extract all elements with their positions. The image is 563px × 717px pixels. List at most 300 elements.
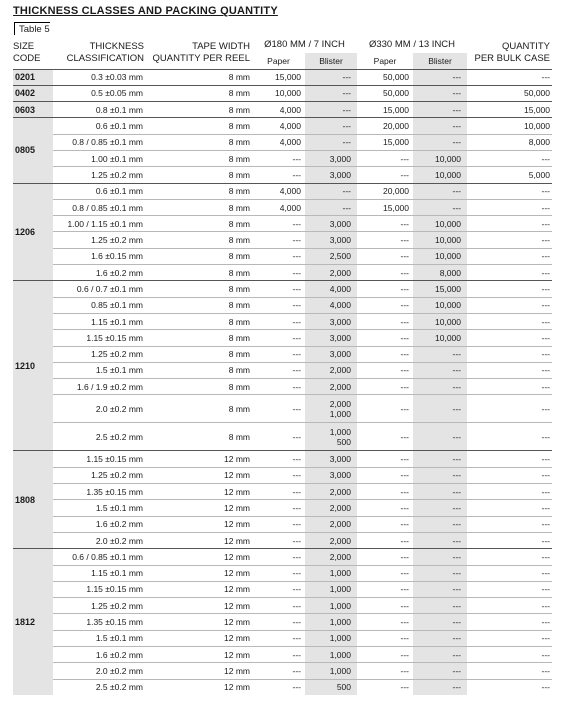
tape-width-cell: 8 mm xyxy=(146,423,252,451)
tape-width-cell: 12 mm xyxy=(146,679,252,695)
tape-width-cell: 8 mm xyxy=(146,216,252,232)
paper-180-cell: --- xyxy=(252,565,305,581)
bulk-quantity-cell: --- xyxy=(467,467,552,483)
bulk-quantity-cell: --- xyxy=(467,647,552,663)
table-row xyxy=(13,199,552,215)
paper-180-cell: --- xyxy=(252,362,305,378)
bulk-quantity-cell: --- xyxy=(467,630,552,646)
blister-180-cell: 3,000 xyxy=(305,167,357,183)
paper-180-cell: --- xyxy=(252,395,305,423)
table-row xyxy=(13,484,552,500)
paper-180-cell: --- xyxy=(252,313,305,329)
blister-330-cell: --- xyxy=(413,118,467,134)
blister-330-cell: --- xyxy=(413,565,467,581)
paper-180-cell: --- xyxy=(252,679,305,695)
paper-330-cell: --- xyxy=(357,346,413,362)
paper-180-cell: --- xyxy=(252,516,305,532)
table-row xyxy=(13,297,552,313)
table-row xyxy=(13,69,552,85)
paper-330-cell: 15,000 xyxy=(357,134,413,150)
bulk-quantity-cell: --- xyxy=(467,549,552,565)
blister-330-cell: --- xyxy=(413,199,467,215)
bulk-quantity-cell: --- xyxy=(467,484,552,500)
blister-330-cell: --- xyxy=(413,423,467,451)
tape-width-cell: 8 mm xyxy=(146,150,252,166)
paper-330-cell: --- xyxy=(357,330,413,346)
header-reel-180: Ø180 MM / 7 INCH xyxy=(264,39,345,50)
blister-180-cell: 3,000 xyxy=(305,232,357,248)
blister-330-cell: 10,000 xyxy=(413,313,467,329)
blister-180-cell: 2,000 xyxy=(305,265,357,281)
bulk-quantity-cell: --- xyxy=(467,614,552,630)
blister-330-cell: 10,000 xyxy=(413,330,467,346)
table-label: Table 5 xyxy=(14,22,50,35)
table-row xyxy=(13,102,552,118)
paper-330-cell: 20,000 xyxy=(357,183,413,199)
paper-330-cell: --- xyxy=(357,216,413,232)
paper-180-cell: --- xyxy=(252,167,305,183)
thickness-cell: 1.6 ±0.2 mm xyxy=(53,647,146,663)
paper-180-cell: --- xyxy=(252,346,305,362)
bulk-quantity-cell: --- xyxy=(467,248,552,264)
paper-180-cell: 4,000 xyxy=(252,102,305,118)
size-code-cell: 0201 xyxy=(13,69,53,85)
table-body xyxy=(13,69,552,695)
paper-330-cell: 15,000 xyxy=(357,199,413,215)
paper-330-cell: 50,000 xyxy=(357,69,413,85)
tape-width-cell: 12 mm xyxy=(146,614,252,630)
paper-180-cell: --- xyxy=(252,581,305,597)
bulk-quantity-cell: --- xyxy=(467,581,552,597)
thickness-cell: 1.5 ±0.1 mm xyxy=(53,500,146,516)
blister-180-cell: --- xyxy=(305,118,357,134)
tape-width-cell: 12 mm xyxy=(146,500,252,516)
paper-330-cell: --- xyxy=(357,248,413,264)
paper-330-cell: --- xyxy=(357,581,413,597)
tape-width-cell: 8 mm xyxy=(146,330,252,346)
blister-330-cell: --- xyxy=(413,134,467,150)
bulk-quantity-cell: --- xyxy=(467,379,552,395)
bulk-quantity-cell: --- xyxy=(467,297,552,313)
table-row xyxy=(13,395,552,423)
blister-180-cell: 500 xyxy=(305,679,357,695)
paper-330-cell: --- xyxy=(357,297,413,313)
paper-330-cell: --- xyxy=(357,598,413,614)
blister-330-cell: --- xyxy=(413,630,467,646)
tape-width-cell: 8 mm xyxy=(146,183,252,199)
bulk-quantity-cell: --- xyxy=(467,395,552,423)
blister-330-cell: 8,000 xyxy=(413,265,467,281)
thickness-cell: 0.85 ±0.1 mm xyxy=(53,297,146,313)
table-row xyxy=(13,118,552,134)
table-row xyxy=(13,467,552,483)
paper-180-cell: --- xyxy=(252,451,305,467)
tape-width-cell: 12 mm xyxy=(146,565,252,581)
page-title: THICKNESS CLASSES AND PACKING QUANTITY xyxy=(13,5,278,17)
size-code-cell: 0402 xyxy=(13,85,53,101)
tape-width-cell: 8 mm xyxy=(146,134,252,150)
thickness-cell: 1.15 ±0.15 mm xyxy=(53,581,146,597)
paper-330-cell: --- xyxy=(357,150,413,166)
packing-table xyxy=(13,37,552,695)
thickness-cell: 1.5 ±0.1 mm xyxy=(53,630,146,646)
table-row xyxy=(13,647,552,663)
blister-180-cell: 4,000 xyxy=(305,281,357,297)
size-code-cell: 1808 xyxy=(13,451,53,549)
paper-180-cell: --- xyxy=(252,598,305,614)
paper-330-cell: --- xyxy=(357,484,413,500)
blister-180-cell: 3,000 xyxy=(305,313,357,329)
paper-330-cell: 15,000 xyxy=(357,102,413,118)
thickness-cell: 0.8 / 0.85 ±0.1 mm xyxy=(53,199,146,215)
header-blister-180: Blister xyxy=(305,53,357,69)
paper-180-cell: --- xyxy=(252,614,305,630)
thickness-cell: 1.25 ±0.2 mm xyxy=(53,346,146,362)
paper-180-cell: --- xyxy=(252,549,305,565)
paper-180-cell: --- xyxy=(252,297,305,313)
blister-180-cell: --- xyxy=(305,102,357,118)
table-row xyxy=(13,549,552,565)
header-size-code: SIZE CODE xyxy=(13,40,41,64)
table-row xyxy=(13,581,552,597)
table-row xyxy=(13,565,552,581)
paper-330-cell: --- xyxy=(357,281,413,297)
blister-330-cell: --- xyxy=(413,500,467,516)
blister-180-cell: 3,000 xyxy=(305,216,357,232)
table-row xyxy=(13,362,552,378)
blister-330-cell: 10,000 xyxy=(413,297,467,313)
blister-180-cell: 2,000 xyxy=(305,362,357,378)
paper-180-cell: --- xyxy=(252,647,305,663)
thickness-cell: 2.0 ±0.2 mm xyxy=(53,663,146,679)
table-row xyxy=(13,516,552,532)
blister-180-cell: 2,000 xyxy=(305,484,357,500)
paper-330-cell: --- xyxy=(357,500,413,516)
blister-330-cell: --- xyxy=(413,484,467,500)
paper-330-cell: --- xyxy=(357,549,413,565)
tape-width-cell: 8 mm xyxy=(146,395,252,423)
blister-330-cell: --- xyxy=(413,549,467,565)
header-paper-180: Paper xyxy=(267,55,290,66)
paper-330-cell: --- xyxy=(357,313,413,329)
bulk-quantity-cell: 10,000 xyxy=(467,118,552,134)
blister-330-cell: 10,000 xyxy=(413,248,467,264)
paper-180-cell: --- xyxy=(252,265,305,281)
paper-180-cell: --- xyxy=(252,484,305,500)
bulk-quantity-cell: --- xyxy=(467,150,552,166)
blister-180-cell: 2,000 xyxy=(305,500,357,516)
blister-330-cell: --- xyxy=(413,451,467,467)
bulk-quantity-cell: --- xyxy=(467,281,552,297)
bulk-quantity-cell: --- xyxy=(467,565,552,581)
thickness-cell: 1.25 ±0.2 mm xyxy=(53,232,146,248)
table-row xyxy=(13,216,552,232)
table-row xyxy=(13,451,552,467)
thickness-cell: 1.5 ±0.1 mm xyxy=(53,362,146,378)
table-row xyxy=(13,183,552,199)
header-tape-width: TAPE WIDTH QUANTITY PER REEL xyxy=(152,40,250,64)
tape-width-cell: 8 mm xyxy=(146,281,252,297)
paper-180-cell: --- xyxy=(252,248,305,264)
blister-330-cell: 10,000 xyxy=(413,150,467,166)
blister-330-cell: --- xyxy=(413,379,467,395)
blister-330-cell: --- xyxy=(413,395,467,423)
thickness-cell: 1.6 ±0.2 mm xyxy=(53,265,146,281)
header-bulk-quantity: QUANTITY PER BULK CASE xyxy=(474,40,550,64)
tape-width-cell: 8 mm xyxy=(146,232,252,248)
paper-180-cell: --- xyxy=(252,281,305,297)
paper-180-cell: --- xyxy=(252,423,305,451)
blister-330-cell: 10,000 xyxy=(413,167,467,183)
paper-330-cell: --- xyxy=(357,679,413,695)
tape-width-cell: 8 mm xyxy=(146,69,252,85)
tape-width-cell: 12 mm xyxy=(146,581,252,597)
blister-330-cell: 10,000 xyxy=(413,216,467,232)
blister-180-cell: 1,000 500 xyxy=(305,423,357,451)
thickness-cell: 1.25 ±0.2 mm xyxy=(53,167,146,183)
paper-330-cell: --- xyxy=(357,467,413,483)
paper-330-cell: --- xyxy=(357,167,413,183)
paper-180-cell: 4,000 xyxy=(252,118,305,134)
thickness-cell: 0.3 ±0.03 mm xyxy=(53,69,146,85)
bulk-quantity-cell: --- xyxy=(467,232,552,248)
table-row xyxy=(13,85,552,101)
blister-330-cell: --- xyxy=(413,532,467,548)
table-row xyxy=(13,379,552,395)
bulk-quantity-cell: 8,000 xyxy=(467,134,552,150)
bulk-quantity-cell: --- xyxy=(467,199,552,215)
paper-330-cell: 50,000 xyxy=(357,85,413,101)
blister-180-cell: 2,000 xyxy=(305,549,357,565)
thickness-cell: 1.15 ±0.15 mm xyxy=(53,330,146,346)
paper-330-cell: --- xyxy=(357,663,413,679)
thickness-cell: 1.6 / 1.9 ±0.2 mm xyxy=(53,379,146,395)
blister-330-cell: 15,000 xyxy=(413,281,467,297)
tape-width-cell: 12 mm xyxy=(146,516,252,532)
paper-330-cell: --- xyxy=(357,532,413,548)
bulk-quantity-cell: --- xyxy=(467,362,552,378)
paper-330-cell: --- xyxy=(357,423,413,451)
paper-180-cell: --- xyxy=(252,379,305,395)
paper-180-cell: --- xyxy=(252,663,305,679)
paper-330-cell: --- xyxy=(357,395,413,423)
thickness-cell: 1.25 ±0.2 mm xyxy=(53,467,146,483)
paper-330-cell: --- xyxy=(357,362,413,378)
table-row xyxy=(13,232,552,248)
tape-width-cell: 12 mm xyxy=(146,647,252,663)
tape-width-cell: 8 mm xyxy=(146,297,252,313)
bulk-quantity-cell: --- xyxy=(467,451,552,467)
blister-180-cell: --- xyxy=(305,85,357,101)
bulk-quantity-cell: --- xyxy=(467,183,552,199)
paper-180-cell: 4,000 xyxy=(252,134,305,150)
paper-180-cell: --- xyxy=(252,216,305,232)
paper-180-cell: --- xyxy=(252,232,305,248)
thickness-cell: 2.0 ±0.2 mm xyxy=(53,532,146,548)
paper-180-cell: --- xyxy=(252,500,305,516)
bulk-quantity-cell: --- xyxy=(467,423,552,451)
bulk-quantity-cell: 50,000 xyxy=(467,85,552,101)
blister-180-cell: 2,000 1,000 xyxy=(305,395,357,423)
paper-180-cell: 4,000 xyxy=(252,183,305,199)
table-row xyxy=(13,346,552,362)
table-row xyxy=(13,248,552,264)
table-row xyxy=(13,663,552,679)
bulk-quantity-cell: --- xyxy=(467,330,552,346)
blister-180-cell: 2,500 xyxy=(305,248,357,264)
paper-330-cell: --- xyxy=(357,516,413,532)
blister-330-cell: --- xyxy=(413,467,467,483)
table-row xyxy=(13,134,552,150)
blister-180-cell: 1,000 xyxy=(305,581,357,597)
tape-width-cell: 8 mm xyxy=(146,118,252,134)
paper-330-cell: --- xyxy=(357,379,413,395)
table-row xyxy=(13,679,552,695)
header-blister-330: Blister xyxy=(413,53,467,69)
thickness-cell: 2.5 ±0.2 mm xyxy=(53,679,146,695)
paper-330-cell: --- xyxy=(357,614,413,630)
table-row xyxy=(13,167,552,183)
bulk-quantity-cell: --- xyxy=(467,265,552,281)
paper-330-cell: --- xyxy=(357,265,413,281)
tape-width-cell: 8 mm xyxy=(146,346,252,362)
tape-width-cell: 8 mm xyxy=(146,167,252,183)
thickness-cell: 1.00 / 1.15 ±0.1 mm xyxy=(53,216,146,232)
tape-width-cell: 8 mm xyxy=(146,199,252,215)
blister-180-cell: --- xyxy=(305,183,357,199)
bulk-quantity-cell: --- xyxy=(467,663,552,679)
paper-180-cell: --- xyxy=(252,532,305,548)
bulk-quantity-cell: --- xyxy=(467,532,552,548)
thickness-cell: 2.0 ±0.2 mm xyxy=(53,395,146,423)
table-row xyxy=(13,500,552,516)
thickness-cell: 1.25 ±0.2 mm xyxy=(53,598,146,614)
table-row xyxy=(13,150,552,166)
tape-width-cell: 12 mm xyxy=(146,532,252,548)
bulk-quantity-cell: --- xyxy=(467,679,552,695)
tape-width-cell: 12 mm xyxy=(146,467,252,483)
bulk-quantity-cell: --- xyxy=(467,346,552,362)
blister-180-cell: 1,000 xyxy=(305,614,357,630)
tape-width-cell: 12 mm xyxy=(146,630,252,646)
thickness-cell: 0.6 / 0.7 ±0.1 mm xyxy=(53,281,146,297)
blister-330-cell: --- xyxy=(413,362,467,378)
bulk-quantity-cell: 5,000 xyxy=(467,167,552,183)
blister-180-cell: 2,000 xyxy=(305,532,357,548)
blister-180-cell: --- xyxy=(305,69,357,85)
thickness-cell: 0.5 ±0.05 mm xyxy=(53,85,146,101)
size-code-cell: 0603 xyxy=(13,102,53,118)
table-row xyxy=(13,423,552,451)
tape-width-cell: 12 mm xyxy=(146,598,252,614)
blister-180-cell: 3,000 xyxy=(305,346,357,362)
paper-330-cell: --- xyxy=(357,630,413,646)
paper-330-cell: --- xyxy=(357,647,413,663)
thickness-cell: 1.15 ±0.15 mm xyxy=(53,451,146,467)
thickness-cell: 2.5 ±0.2 mm xyxy=(53,423,146,451)
table-row xyxy=(13,281,552,297)
header-reel-330: Ø330 MM / 13 INCH xyxy=(368,39,456,50)
blister-180-cell: 1,000 xyxy=(305,663,357,679)
thickness-cell: 0.6 ±0.1 mm xyxy=(53,118,146,134)
blister-330-cell: --- xyxy=(413,346,467,362)
thickness-cell: 0.6 / 0.85 ±0.1 mm xyxy=(53,549,146,565)
blister-180-cell: 3,000 xyxy=(305,451,357,467)
bulk-quantity-cell: --- xyxy=(467,500,552,516)
paper-330-cell: --- xyxy=(357,565,413,581)
blister-330-cell: --- xyxy=(413,581,467,597)
blister-330-cell: 10,000 xyxy=(413,232,467,248)
blister-180-cell: 1,000 xyxy=(305,647,357,663)
size-code-cell: 1812 xyxy=(13,549,53,695)
blister-180-cell: --- xyxy=(305,134,357,150)
blister-330-cell: --- xyxy=(413,614,467,630)
tape-width-cell: 8 mm xyxy=(146,102,252,118)
blister-330-cell: --- xyxy=(413,102,467,118)
table-row xyxy=(13,330,552,346)
tape-width-cell: 12 mm xyxy=(146,663,252,679)
table-row xyxy=(13,598,552,614)
thickness-cell: 1.15 ±0.1 mm xyxy=(53,565,146,581)
blister-180-cell: 3,000 xyxy=(305,330,357,346)
header-paper-330: Paper xyxy=(373,55,397,66)
paper-180-cell: --- xyxy=(252,150,305,166)
thickness-cell: 1.35 ±0.15 mm xyxy=(53,614,146,630)
blister-180-cell: 1,000 xyxy=(305,630,357,646)
thickness-cell: 0.8 ±0.1 mm xyxy=(53,102,146,118)
bulk-quantity-cell: --- xyxy=(467,598,552,614)
paper-330-cell: 20,000 xyxy=(357,118,413,134)
tape-width-cell: 8 mm xyxy=(146,248,252,264)
thickness-cell: 0.8 / 0.85 ±0.1 mm xyxy=(53,134,146,150)
blister-330-cell: --- xyxy=(413,598,467,614)
table-row xyxy=(13,614,552,630)
thickness-cell: 0.6 ±0.1 mm xyxy=(53,183,146,199)
paper-180-cell: 15,000 xyxy=(252,69,305,85)
table-row xyxy=(13,313,552,329)
bulk-quantity-cell: --- xyxy=(467,216,552,232)
paper-180-cell: --- xyxy=(252,330,305,346)
blister-330-cell: --- xyxy=(413,183,467,199)
thickness-cell: 1.15 ±0.1 mm xyxy=(53,313,146,329)
paper-180-cell: 10,000 xyxy=(252,85,305,101)
size-code-cell: 1206 xyxy=(13,183,53,281)
paper-330-cell: --- xyxy=(357,451,413,467)
tape-width-cell: 8 mm xyxy=(146,362,252,378)
tape-width-cell: 12 mm xyxy=(146,484,252,500)
tape-width-cell: 8 mm xyxy=(146,85,252,101)
blister-180-cell: 1,000 xyxy=(305,598,357,614)
bulk-quantity-cell: 15,000 xyxy=(467,102,552,118)
paper-330-cell: --- xyxy=(357,232,413,248)
blister-180-cell: 2,000 xyxy=(305,516,357,532)
blister-330-cell: --- xyxy=(413,679,467,695)
blister-330-cell: --- xyxy=(413,69,467,85)
tape-width-cell: 12 mm xyxy=(146,549,252,565)
paper-180-cell: --- xyxy=(252,630,305,646)
bulk-quantity-cell: --- xyxy=(467,516,552,532)
blister-330-cell: --- xyxy=(413,85,467,101)
blister-180-cell: 4,000 xyxy=(305,297,357,313)
size-code-cell: 0805 xyxy=(13,118,53,183)
thickness-cell: 1.35 ±0.15 mm xyxy=(53,484,146,500)
paper-180-cell: 4,000 xyxy=(252,199,305,215)
thickness-cell: 1.00 ±0.1 mm xyxy=(53,150,146,166)
blister-180-cell: --- xyxy=(305,199,357,215)
tape-width-cell: 8 mm xyxy=(146,379,252,395)
tape-width-cell: 12 mm xyxy=(146,451,252,467)
blister-180-cell: 3,000 xyxy=(305,150,357,166)
